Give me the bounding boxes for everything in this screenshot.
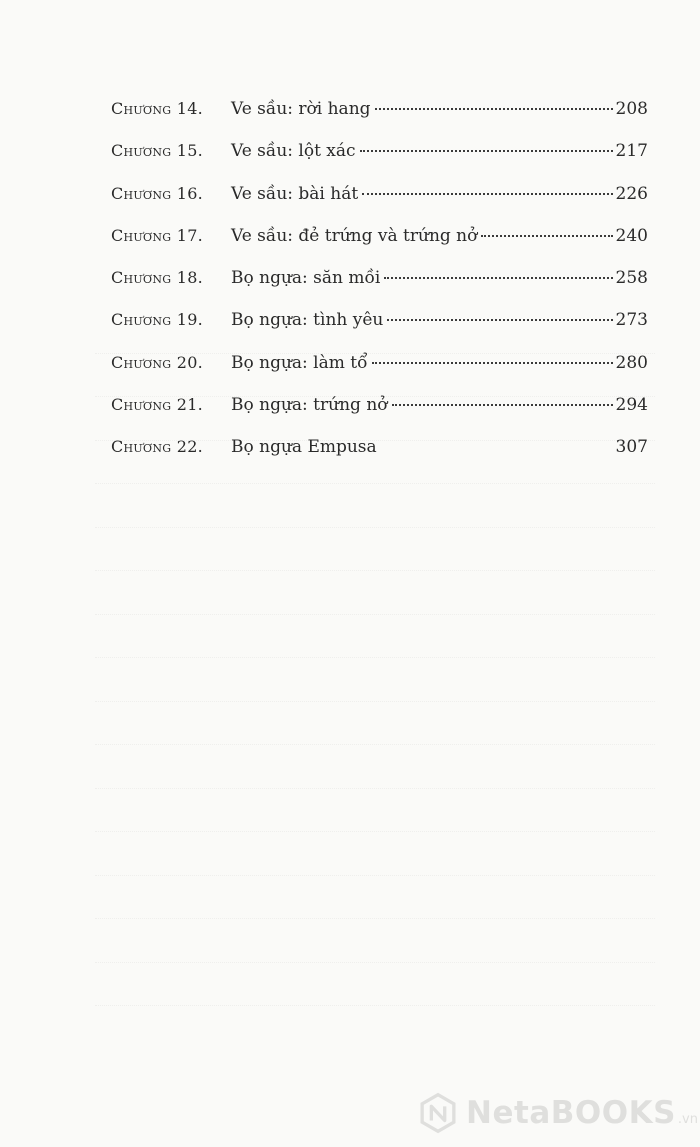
dot-leader (392, 404, 613, 406)
page-number: 226 (615, 183, 648, 204)
netabooks-logo-icon (418, 1089, 458, 1137)
chapter-title: Ve sầu: bài hát (231, 183, 359, 204)
chapter-title: Bọ ngựa: tình yêu (231, 310, 384, 331)
netabooks-watermark (418, 1083, 698, 1143)
chapter-title: Bọ ngựa: làm tổ (231, 352, 368, 373)
ghost-line (95, 745, 655, 789)
ghost-line (95, 876, 655, 920)
ghost-line (95, 528, 655, 572)
watermark-brand: NetaBOOKS (466, 1095, 676, 1131)
page-number: 307 (615, 437, 648, 458)
toc-entry (111, 184, 648, 226)
toc-entry (111, 310, 648, 352)
dot-leader (387, 319, 612, 321)
dot-leader (384, 277, 612, 279)
chapter-title: Ve sầu: lột xác (231, 141, 356, 162)
chapter-label: Chương 17. (111, 225, 204, 245)
chapter-title: Ve sầu: đẻ trứng và trứng nở (231, 225, 478, 246)
ghost-line (95, 789, 655, 833)
page-number: 240 (615, 225, 648, 246)
toc-entry (111, 226, 648, 268)
chapter-label: Chương 14. (111, 99, 204, 118)
chapter-label: Chương 19. (111, 310, 204, 330)
chapter-label: Chương 16. (111, 183, 204, 203)
ghost-line (95, 484, 655, 528)
dot-leader (372, 362, 613, 364)
ghost-line (95, 615, 655, 659)
ghost-line (95, 702, 655, 746)
page-number: 208 (615, 99, 648, 119)
chapter-label: Chương 18. (111, 268, 204, 288)
page-number: 273 (615, 310, 648, 331)
chapter-title: Ve sầu: rời hang (231, 99, 371, 119)
ghost-line (95, 571, 655, 615)
chapter-label: Chương 22. (111, 437, 204, 457)
toc-entry (111, 141, 648, 183)
dot-leader (375, 108, 613, 110)
chapter-title: Bọ ngựa: trứng nở (231, 395, 388, 416)
ghost-line (95, 963, 655, 1007)
page-number: 280 (615, 352, 648, 373)
toc-entry (111, 437, 648, 479)
ghost-line (95, 832, 655, 876)
toc-entry (111, 268, 648, 310)
page-number: 258 (615, 268, 648, 289)
dot-leader (360, 150, 613, 152)
toc-entry (111, 353, 648, 395)
toc-entry (111, 395, 648, 437)
ghost-line (95, 658, 655, 702)
dot-leader (481, 235, 612, 237)
table-of-contents (111, 99, 648, 480)
chapter-title: Bọ ngựa Empusa (231, 437, 377, 458)
chapter-title: Bọ ngựa: săn mồi (231, 268, 381, 289)
chapter-label: Chương 21. (111, 395, 204, 415)
watermark-suffix: .vn (677, 1111, 698, 1127)
chapter-label: Chương 20. (111, 352, 204, 372)
ghost-line (95, 919, 655, 963)
page-number: 217 (615, 141, 648, 162)
toc-entry (111, 99, 648, 141)
chapter-label: Chương 15. (111, 141, 204, 161)
dot-leader (362, 193, 612, 195)
page-number: 294 (615, 395, 648, 416)
